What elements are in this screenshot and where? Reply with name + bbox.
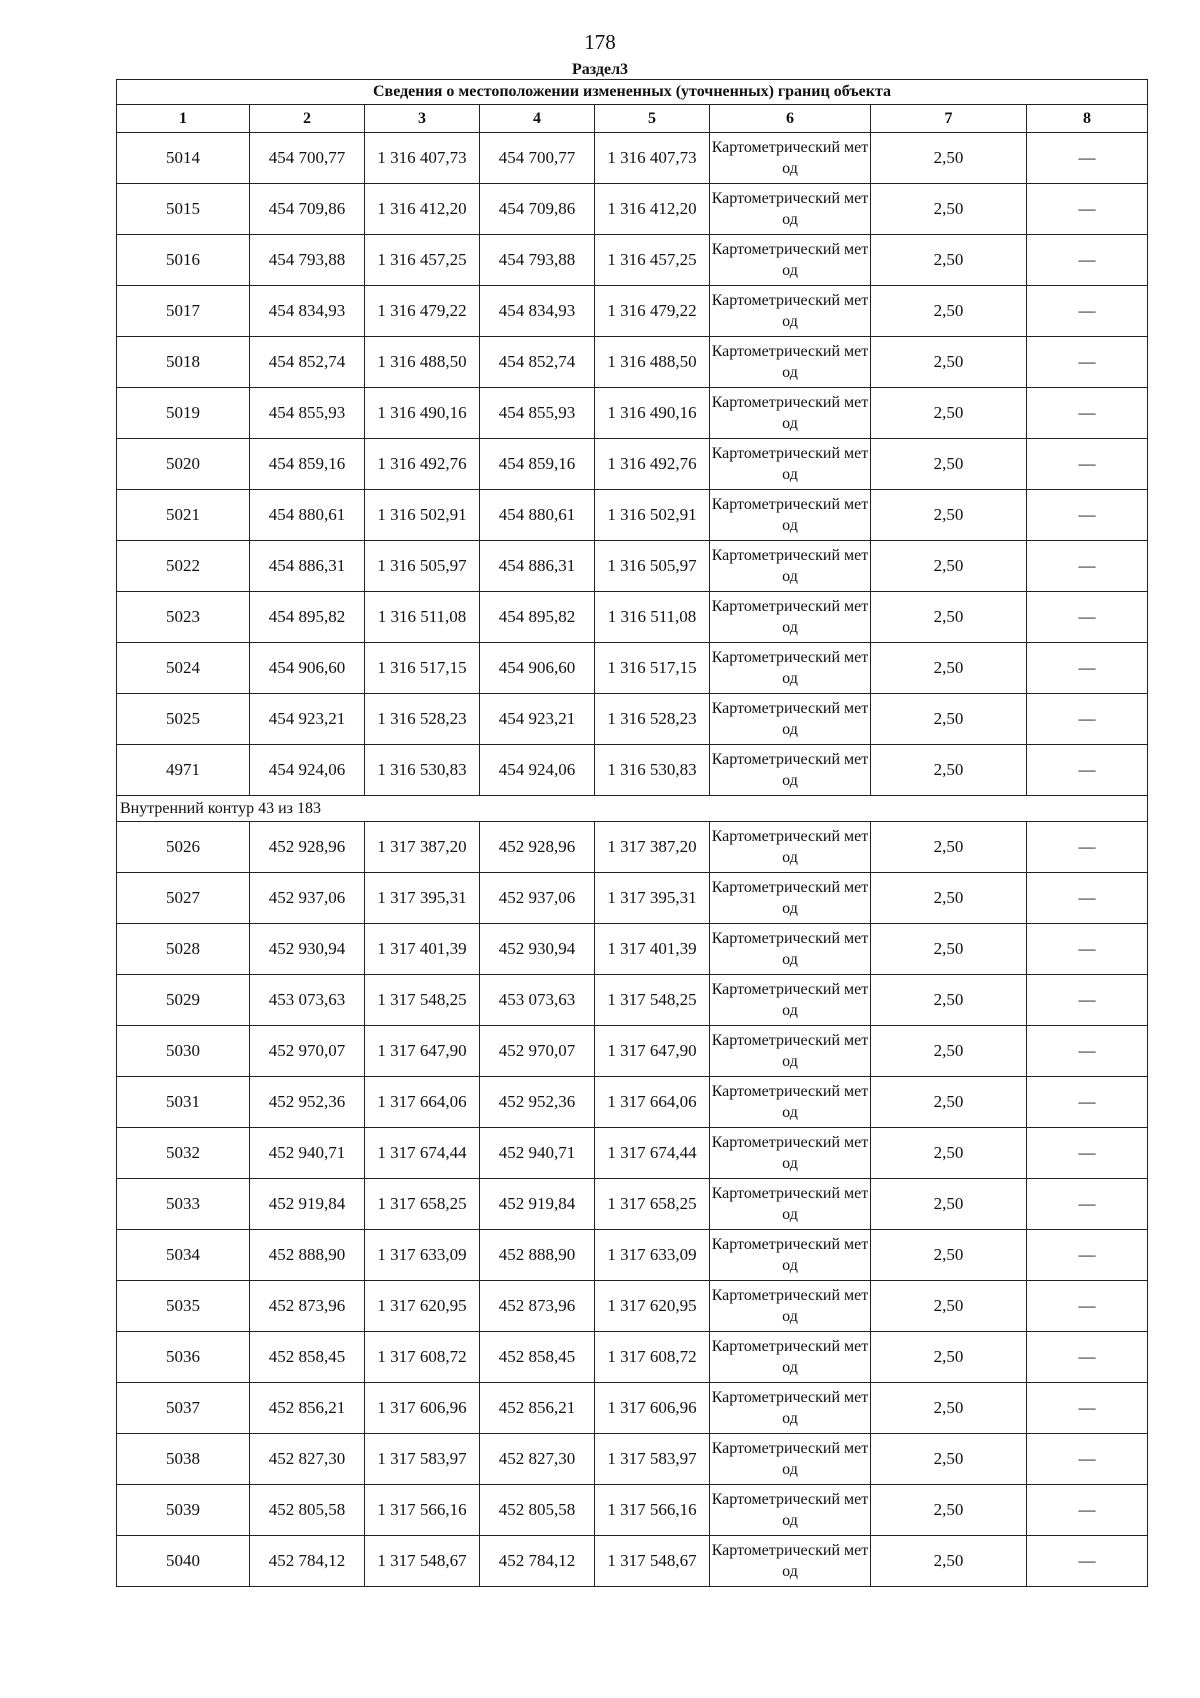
table-cell: 1 317 548,25 (365, 975, 480, 1026)
table-cell: 454 859,16 (250, 439, 365, 490)
table-cell: 2,50 (871, 133, 1027, 184)
table-cell: Картометрический метод (710, 1434, 871, 1485)
table-cell: — (1027, 975, 1148, 1026)
table-cell: Картометрический метод (710, 439, 871, 490)
table-cell: 454 709,86 (250, 184, 365, 235)
table-cell: 2,50 (871, 235, 1027, 286)
table-cell: — (1027, 694, 1148, 745)
table-cell: 1 317 387,20 (365, 822, 480, 873)
table-cell: 452 937,06 (480, 873, 595, 924)
table-cell: 5027 (117, 873, 250, 924)
table-cell: Картометрический метод (710, 1077, 871, 1128)
table-cell: Картометрический метод (710, 822, 871, 873)
table-cell: 452 937,06 (250, 873, 365, 924)
table-cell: Картометрический метод (710, 388, 871, 439)
table-cell: 1 316 502,91 (365, 490, 480, 541)
table-cell: 2,50 (871, 592, 1027, 643)
table-cell: 5030 (117, 1026, 250, 1077)
column-number: 2 (250, 105, 365, 133)
table-row (117, 337, 1148, 388)
table-cell: Картометрический метод (710, 1332, 871, 1383)
table-cell: Картометрический метод (710, 1536, 871, 1587)
table-cell: — (1027, 1383, 1148, 1434)
table-cell: 2,50 (871, 643, 1027, 694)
column-number: 5 (595, 105, 710, 133)
table-cell: 1 317 674,44 (595, 1128, 710, 1179)
table-cell: 454 924,06 (250, 745, 365, 796)
table-cell: 1 316 517,15 (595, 643, 710, 694)
table-cell: 2,50 (871, 1536, 1027, 1587)
table-row (117, 541, 1148, 592)
table-row (117, 133, 1148, 184)
table-row (117, 1179, 1148, 1230)
table-cell: — (1027, 133, 1148, 184)
table-cell: 454 886,31 (250, 541, 365, 592)
table-cell: 454 852,74 (480, 337, 595, 388)
table-cell: 1 316 492,76 (365, 439, 480, 490)
table-cell: 5014 (117, 133, 250, 184)
table-cell: 2,50 (871, 337, 1027, 388)
column-number: 4 (480, 105, 595, 133)
table-row (117, 388, 1148, 439)
table-cell: 1 317 664,06 (365, 1077, 480, 1128)
table-cell: 454 709,86 (480, 184, 595, 235)
table-row (117, 1536, 1148, 1587)
table-cell: 1 316 502,91 (595, 490, 710, 541)
table-cell: 1 316 511,08 (595, 592, 710, 643)
table-cell: 452 856,21 (480, 1383, 595, 1434)
table-cell: 454 880,61 (480, 490, 595, 541)
table-cell: 5032 (117, 1128, 250, 1179)
page-number: 178 (584, 30, 616, 54)
table-cell: Картометрический метод (710, 975, 871, 1026)
table-cell: 1 317 647,90 (595, 1026, 710, 1077)
table-cell: — (1027, 1179, 1148, 1230)
table-cell: 2,50 (871, 1128, 1027, 1179)
contour-label: Внутренний контур 43 из 183 (117, 796, 1148, 822)
table-cell: — (1027, 1332, 1148, 1383)
table-cell: 1 316 412,20 (595, 184, 710, 235)
table-cell: 2,50 (871, 822, 1027, 873)
table-cell: 454 923,21 (250, 694, 365, 745)
table-cell: 2,50 (871, 975, 1027, 1026)
table-row (117, 286, 1148, 337)
table-cell: 1 316 407,73 (365, 133, 480, 184)
table-cell: 454 906,60 (250, 643, 365, 694)
table-cell: 1 317 566,16 (595, 1485, 710, 1536)
table-cell: 452 827,30 (250, 1434, 365, 1485)
table-cell: 2,50 (871, 184, 1027, 235)
table-cell: Картометрический метод (710, 924, 871, 975)
table-row (117, 592, 1148, 643)
table-cell: 452 919,84 (480, 1179, 595, 1230)
table-cell: 1 317 583,97 (595, 1434, 710, 1485)
table-cell: 1 316 407,73 (595, 133, 710, 184)
table-row (117, 1332, 1148, 1383)
table-cell: 454 793,88 (480, 235, 595, 286)
table-cell: 1 317 401,39 (365, 924, 480, 975)
table-cell: 1 316 490,16 (365, 388, 480, 439)
table-cell: — (1027, 924, 1148, 975)
table-cell: — (1027, 822, 1148, 873)
table-caption-row (117, 80, 1148, 105)
table-cell: 453 073,63 (250, 975, 365, 1026)
table-cell: 452 952,36 (480, 1077, 595, 1128)
table-cell: — (1027, 1281, 1148, 1332)
table-cell: 2,50 (871, 924, 1027, 975)
table-cell: 454 793,88 (250, 235, 365, 286)
table-cell: 5028 (117, 924, 250, 975)
table-cell: 5039 (117, 1485, 250, 1536)
table-cell: Картометрический метод (710, 235, 871, 286)
table-cell: 2,50 (871, 873, 1027, 924)
table-cell: — (1027, 439, 1148, 490)
table-cell: 2,50 (871, 1179, 1027, 1230)
table-cell: 5023 (117, 592, 250, 643)
table-caption: Сведения о местоположении измененных (уточненных) границ объекта (117, 80, 1148, 105)
table-cell: 452 970,07 (250, 1026, 365, 1077)
table-row (117, 235, 1148, 286)
table-cell: — (1027, 235, 1148, 286)
table-cell: 454 700,77 (480, 133, 595, 184)
table-cell: 1 317 387,20 (595, 822, 710, 873)
table-cell: 1 316 457,25 (365, 235, 480, 286)
table-cell: 454 855,93 (250, 388, 365, 439)
table-cell: 5024 (117, 643, 250, 694)
table-cell: — (1027, 873, 1148, 924)
table-cell: 2,50 (871, 490, 1027, 541)
table-cell: 5016 (117, 235, 250, 286)
table-cell: 5015 (117, 184, 250, 235)
table-cell: 2,50 (871, 286, 1027, 337)
table-cell: Картометрический метод (710, 541, 871, 592)
table-cell: 1 316 511,08 (365, 592, 480, 643)
table-cell: 454 924,06 (480, 745, 595, 796)
table-cell: — (1027, 286, 1148, 337)
table-cell: 1 316 505,97 (365, 541, 480, 592)
table-row (117, 694, 1148, 745)
table-cell: 1 316 488,50 (595, 337, 710, 388)
table-cell: 454 886,31 (480, 541, 595, 592)
table-cell: 2,50 (871, 1332, 1027, 1383)
table-row (117, 873, 1148, 924)
table-cell: 1 316 492,76 (595, 439, 710, 490)
table-cell: 5029 (117, 975, 250, 1026)
table-cell: 452 873,96 (480, 1281, 595, 1332)
table-cell: 1 317 674,44 (365, 1128, 480, 1179)
table-row (117, 184, 1148, 235)
table-cell: 1 316 490,16 (595, 388, 710, 439)
table-row (117, 490, 1148, 541)
table-cell: 454 859,16 (480, 439, 595, 490)
table-cell: 5019 (117, 388, 250, 439)
table-cell: 452 940,71 (250, 1128, 365, 1179)
table-cell: 1 316 530,83 (595, 745, 710, 796)
table-row (117, 975, 1148, 1026)
table-cell: 5026 (117, 822, 250, 873)
table-cell: 2,50 (871, 745, 1027, 796)
table-row (117, 1485, 1148, 1536)
table-cell: Картометрический метод (710, 592, 871, 643)
table-cell: 5020 (117, 439, 250, 490)
table-cell: — (1027, 1536, 1148, 1587)
table-row (117, 924, 1148, 975)
table-cell: — (1027, 1485, 1148, 1536)
table-cell: 454 700,77 (250, 133, 365, 184)
table-cell: 2,50 (871, 1383, 1027, 1434)
table-cell: 5025 (117, 694, 250, 745)
table-cell: Картометрический метод (710, 1281, 871, 1332)
table-cell: Картометрический метод (710, 1128, 871, 1179)
table-cell: 2,50 (871, 1026, 1027, 1077)
table-cell: 5022 (117, 541, 250, 592)
table-cell: 452 888,90 (250, 1230, 365, 1281)
table-cell: 454 855,93 (480, 388, 595, 439)
table-cell: 5031 (117, 1077, 250, 1128)
table-cell: — (1027, 1230, 1148, 1281)
table-cell: Картометрический метод (710, 286, 871, 337)
table-cell: 1 317 548,25 (595, 975, 710, 1026)
table-cell: 452 873,96 (250, 1281, 365, 1332)
table-cell: 5038 (117, 1434, 250, 1485)
boundary-table (116, 79, 1148, 1587)
table-cell: 454 834,93 (480, 286, 595, 337)
table-cell: — (1027, 592, 1148, 643)
table-row (117, 1434, 1148, 1485)
contour-row (117, 796, 1148, 822)
table-cell: 1 316 479,22 (595, 286, 710, 337)
table-cell: — (1027, 745, 1148, 796)
table-cell: 452 970,07 (480, 1026, 595, 1077)
table-row (117, 1077, 1148, 1128)
section-title: Раздел3 (571, 61, 629, 78)
table-cell: 1 317 566,16 (365, 1485, 480, 1536)
table-cell: 1 316 530,83 (365, 745, 480, 796)
table-cell: 452 784,12 (480, 1536, 595, 1587)
table-cell: 5033 (117, 1179, 250, 1230)
table-cell: 1 317 664,06 (595, 1077, 710, 1128)
table-cell: Картометрический метод (710, 490, 871, 541)
table-cell: — (1027, 1434, 1148, 1485)
table-cell: 1 316 505,97 (595, 541, 710, 592)
table-cell: 454 852,74 (250, 337, 365, 388)
column-number: 3 (365, 105, 480, 133)
table-cell: 2,50 (871, 541, 1027, 592)
table-cell: 1 317 395,31 (595, 873, 710, 924)
table-cell: Картометрический метод (710, 1230, 871, 1281)
table-row (117, 1230, 1148, 1281)
table-cell: Картометрический метод (710, 1383, 871, 1434)
table-cell: — (1027, 1128, 1148, 1179)
table-cell: 454 923,21 (480, 694, 595, 745)
table-cell: 1 317 658,25 (595, 1179, 710, 1230)
table-cell: 5017 (117, 286, 250, 337)
table-cell: 1 316 412,20 (365, 184, 480, 235)
table-cell: 454 906,60 (480, 643, 595, 694)
table-cell: 452 784,12 (250, 1536, 365, 1587)
table-cell: 2,50 (871, 1281, 1027, 1332)
table-cell: Картометрический метод (710, 1485, 871, 1536)
table-cell: — (1027, 184, 1148, 235)
table-cell: 5040 (117, 1536, 250, 1587)
table-cell: 5035 (117, 1281, 250, 1332)
table-cell: 5037 (117, 1383, 250, 1434)
table-cell: 1 317 395,31 (365, 873, 480, 924)
table-cell: Картометрический метод (710, 745, 871, 796)
table-cell: 1 316 528,23 (595, 694, 710, 745)
table-cell: Картометрический метод (710, 873, 871, 924)
table-cell: 1 317 633,09 (595, 1230, 710, 1281)
table-cell: 5018 (117, 337, 250, 388)
table-cell: 454 880,61 (250, 490, 365, 541)
table-cell: 1 317 606,96 (365, 1383, 480, 1434)
table-cell: Картометрический метод (710, 184, 871, 235)
table-cell: 2,50 (871, 694, 1027, 745)
column-number-row (117, 105, 1148, 133)
table-cell: 452 858,45 (480, 1332, 595, 1383)
table-cell: 1 316 517,15 (365, 643, 480, 694)
table-cell: 1 316 528,23 (365, 694, 480, 745)
table-cell: 452 930,94 (250, 924, 365, 975)
table-cell: 452 928,96 (480, 822, 595, 873)
table-row (117, 1281, 1148, 1332)
table-cell: Картометрический метод (710, 643, 871, 694)
table-cell: 4971 (117, 745, 250, 796)
table-cell: 454 834,93 (250, 286, 365, 337)
table-cell: 454 895,82 (250, 592, 365, 643)
table-cell: 1 317 548,67 (365, 1536, 480, 1587)
table-cell: 452 930,94 (480, 924, 595, 975)
table-cell: 1 316 488,50 (365, 337, 480, 388)
table-row (117, 822, 1148, 873)
table-cell: 452 805,58 (480, 1485, 595, 1536)
table-row (117, 1383, 1148, 1434)
table-cell: 2,50 (871, 1230, 1027, 1281)
table-cell: 452 858,45 (250, 1332, 365, 1383)
table-cell: Картометрический метод (710, 337, 871, 388)
table-cell: — (1027, 643, 1148, 694)
table-cell: 1 317 608,72 (595, 1332, 710, 1383)
table-cell: 2,50 (871, 1485, 1027, 1536)
table-cell: — (1027, 1077, 1148, 1128)
table-cell: 5034 (117, 1230, 250, 1281)
table-cell: — (1027, 1026, 1148, 1077)
table-cell: 5021 (117, 490, 250, 541)
table-cell: 2,50 (871, 1077, 1027, 1128)
table-cell: 452 856,21 (250, 1383, 365, 1434)
column-number: 6 (710, 105, 871, 133)
table-row (117, 745, 1148, 796)
table-row (117, 439, 1148, 490)
table-row (117, 643, 1148, 694)
table-cell: 1 317 658,25 (365, 1179, 480, 1230)
table-cell: 1 317 647,90 (365, 1026, 480, 1077)
table-body (117, 133, 1148, 1587)
table-cell: 1 317 633,09 (365, 1230, 480, 1281)
table-cell: 452 827,30 (480, 1434, 595, 1485)
table-cell: 2,50 (871, 388, 1027, 439)
table-cell: 1 317 548,67 (595, 1536, 710, 1587)
column-number: 7 (871, 105, 1027, 133)
table-cell: 453 073,63 (480, 975, 595, 1026)
column-number: 8 (1027, 105, 1148, 133)
table-cell: 2,50 (871, 1434, 1027, 1485)
table-cell: 1 317 401,39 (595, 924, 710, 975)
table-cell: Картометрический метод (710, 694, 871, 745)
table-cell: 1 317 606,96 (595, 1383, 710, 1434)
table-cell: 452 919,84 (250, 1179, 365, 1230)
table-cell: 454 895,82 (480, 592, 595, 643)
table-cell: 2,50 (871, 439, 1027, 490)
table-cell: 452 940,71 (480, 1128, 595, 1179)
table-row (117, 1026, 1148, 1077)
table-cell: 1 316 457,25 (595, 235, 710, 286)
table-cell: 452 888,90 (480, 1230, 595, 1281)
table-cell: — (1027, 388, 1148, 439)
table-cell: 1 317 583,97 (365, 1434, 480, 1485)
table-cell: — (1027, 490, 1148, 541)
table-cell: 452 952,36 (250, 1077, 365, 1128)
table-cell: Картометрический метод (710, 133, 871, 184)
table-cell: 1 317 620,95 (595, 1281, 710, 1332)
column-number: 1 (117, 105, 250, 133)
table-cell: 452 928,96 (250, 822, 365, 873)
table-cell: 1 317 608,72 (365, 1332, 480, 1383)
table-cell: 452 805,58 (250, 1485, 365, 1536)
table-cell: 1 316 479,22 (365, 286, 480, 337)
table-cell: 5036 (117, 1332, 250, 1383)
table-row (117, 1128, 1148, 1179)
table-cell: — (1027, 337, 1148, 388)
table-cell: Картометрический метод (710, 1179, 871, 1230)
table-cell: 1 317 620,95 (365, 1281, 480, 1332)
table-cell: — (1027, 541, 1148, 592)
table-cell: Картометрический метод (710, 1026, 871, 1077)
